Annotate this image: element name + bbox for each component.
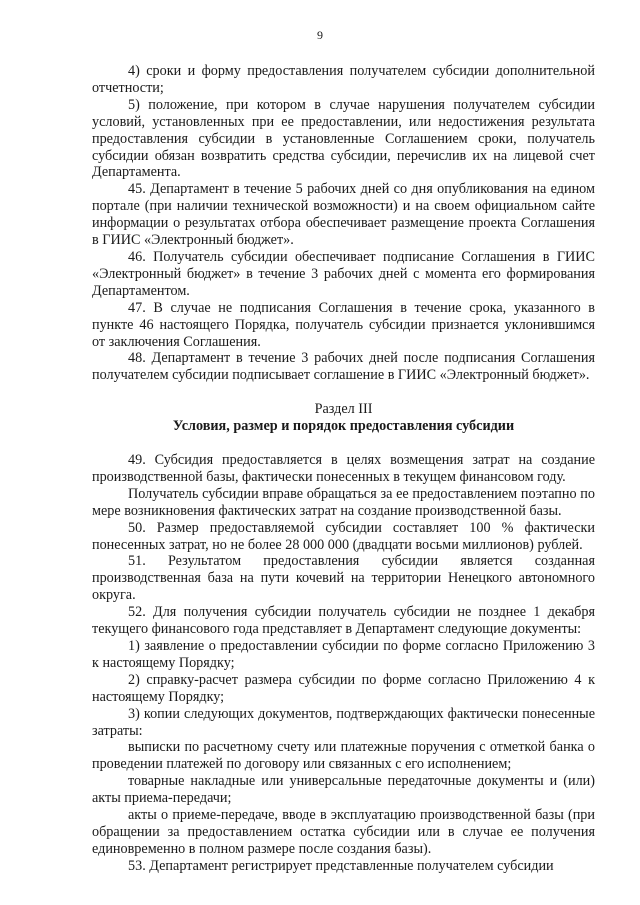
paragraph-47: 47. В случае не подписания Соглашения в течение срока, указанного в пункте 46 настоящего Порядка, получатель субсидии признается уклонившимся от заключения Соглашения. <box>92 299 595 350</box>
paragraph-52-item-3: 3) копии следующих документов, подтверждающих фактически понесенные затраты: <box>92 705 595 739</box>
page-number: 9 <box>317 28 323 42</box>
paragraph-52-acceptance-acts: акты о приеме-передаче, вводе в эксплуатацию производственной базы (при обращении за предоставлением остатка субсидии или в случае ее получения единовременно в полном размере после создания базы). <box>92 807 595 857</box>
paragraph-45: 45. Департамент в течение 5 рабочих дней со дня опубликования на едином портале (при наличии технической возможности) и на своем официальном сайте информации о результатах отбора обеспечивает размещение проекта Соглашения в ГИИС «Электронный бюджет». <box>92 181 595 249</box>
paragraph-52-invoices: товарные накладные или универсальные передаточные документы и (или) акты приема-передачи; <box>92 773 595 807</box>
paragraph-52-bank-statements: выписки по расчетному счету или платежные поручения с отметкой банка о проведении платежей по договору или связанных с его исполнением; <box>92 739 595 773</box>
paragraph-52: 52. Для получения субсидии получатель субсидии не позднее 1 декабря текущего финансового года представляет в Департамент следующие документы: <box>92 604 595 638</box>
paragraph-50: 50. Размер предоставляемой субсидии составляет 100 % фактически понесенных затрат, но не более 28 000 000 (двадцати восьми миллионов) рублей. <box>92 519 595 553</box>
paragraph-item-4: 4) сроки и форму предоставления получателем субсидии дополнительной отчетности; <box>92 63 595 96</box>
section-title: Условия, размер и порядок предоставления субсидии <box>172 418 515 435</box>
section-label: Раздел III <box>314 401 373 418</box>
paragraph-49-staged: Получатель субсидии вправе обращаться за ее предоставлением поэтапно по мере возникновения фактических затрат на создание производственной базы. <box>92 485 595 519</box>
paragraph-49: 49. Субсидия предоставляется в целях возмещения затрат на создание производственной базы, фактически понесенных в текущем финансовом году. <box>92 452 595 485</box>
paragraph-52-item-1: 1) заявление о предоставлении субсидии по форме согласно Приложению 3 к настоящему Порядку; <box>92 638 595 671</box>
paragraph-51: 51. Результатом предоставления субсидии является созданная производственная база на пути кочевий на территории Ненецкого автономного округа. <box>92 553 595 604</box>
paragraph-46: 46. Получатель субсидии обеспечивает подписание Соглашения в ГИИС «Электронный бюджет» в течение 3 рабочих дней с момента его формирования Департаментом. <box>92 248 595 299</box>
paragraph-53: 53. Департамент регистрирует представленные получателем субсидии <box>128 857 554 874</box>
paragraph-item-5: 5) положение, при котором в случае нарушения получателем субсидии условий, установленных при ее предоставлении, или недостижения результата предоставления субсидии в установленные Соглашением сроки, получатель субсидии обязан возвратить средства субсидии, перечислив их на лицевой счет Департамента. <box>92 96 595 181</box>
paragraph-52-item-2: 2) справку-расчет размера субсидии по форме согласно Приложению 4 к настоящему Порядку; <box>92 671 595 705</box>
paragraph-48: 48. Департамент в течение 3 рабочих дней после подписания Соглашения получателем субсидии подписывает соглашение в ГИИС «Электронный бюджет». <box>92 350 595 384</box>
document-body <box>92 63 595 875</box>
